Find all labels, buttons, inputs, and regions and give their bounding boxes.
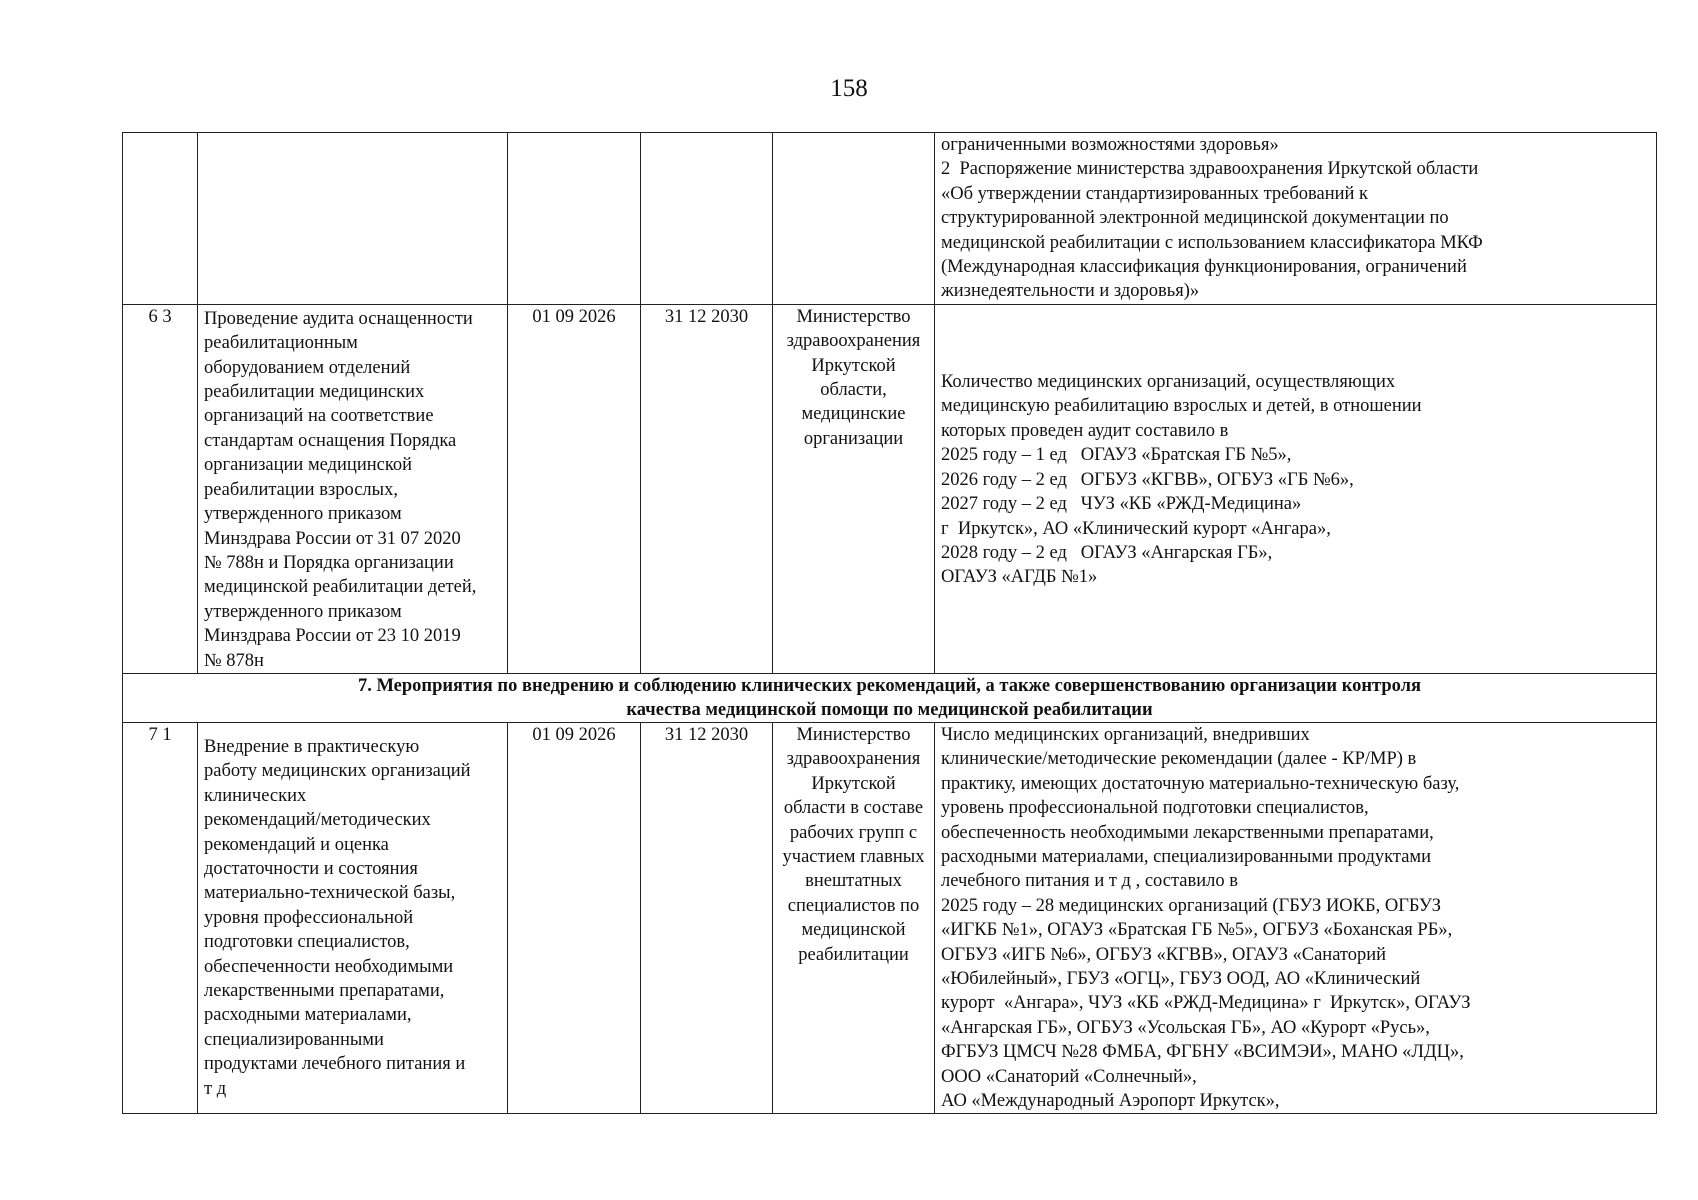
table-row-continuation: [123, 133, 1657, 305]
text-line: организации медицинской: [204, 455, 413, 476]
cell-responsible-empty: [773, 133, 935, 305]
cell-start-date: 01 09 2026: [508, 304, 641, 673]
text-line: качества медицинской помощи по медицинской реабилитации: [626, 699, 1153, 720]
text-line: рекомендаций/методических: [204, 810, 431, 831]
table-row-7-1: [123, 722, 1657, 1114]
text-line: 2027 году – 2 ед ЧУЗ «КБ «РЖД-Медицина»: [941, 494, 1302, 515]
text-line: области,: [820, 380, 887, 401]
text-line: Количество медицинских организаций, осуществляющих: [941, 372, 1396, 393]
text-line: специализированными: [204, 1029, 384, 1050]
text-line: материально-технической базы,: [204, 883, 456, 904]
text-line: клинические/методические рекомендации (далее - КР/МР) в: [941, 749, 1417, 770]
cell-indicator: [935, 722, 1657, 1114]
text-line: здравоохранения: [786, 331, 921, 352]
text-line: которых проведен аудит составило в: [941, 420, 1229, 441]
text-line: ФГБУЗ ЦМСЧ №28 ФМБА, ФГБНУ «ВСИМЭИ», МАНО «ЛДЦ»,: [941, 1042, 1464, 1063]
text-line: организаций на соответствие: [204, 406, 434, 427]
text-line: рекомендаций и оценка: [204, 834, 389, 855]
text-line: обеспеченность необходимыми лекарственными препаратами,: [941, 822, 1434, 843]
page-number: 158: [830, 75, 868, 102]
text-line: уровень профессиональной подготовки специалистов,: [941, 798, 1369, 819]
text-line: подготовки специалистов,: [204, 932, 410, 953]
text-line: 2 Распоряжение министерства здравоохранения Иркутской области: [941, 159, 1479, 180]
text-line: медицинской реабилитации с использованием классификатора МКФ: [941, 232, 1483, 253]
text-line: АО «Международный Аэропорт Иркутск»,: [941, 1091, 1280, 1112]
text-line: обеспеченности необходимыми: [204, 956, 454, 977]
text-line: медицинской реабилитации детей,: [204, 577, 477, 598]
text-line: «Ангарская ГБ», ОГБУЗ «Усольская ГБ», АО «Курорт «Русь»,: [941, 1017, 1430, 1038]
text-line: 2026 году – 2 ед ОГБУЗ «КГВВ», ОГБУЗ «ГБ №6»,: [941, 469, 1354, 490]
text-line: реабилитации взрослых,: [204, 479, 398, 500]
text-line: Минздрава России от 23 10 2019: [204, 626, 461, 647]
table-row-6-3: [123, 304, 1657, 673]
text-line: утвержденного приказом: [204, 601, 402, 622]
cell-end-date: 31 12 2030: [641, 722, 773, 1114]
text-line: Число медицинских организаций, внедривших: [941, 724, 1310, 745]
text-line: т д: [204, 1078, 227, 1099]
text-line: Министерство: [796, 724, 911, 745]
text-line: здравоохранения: [786, 749, 921, 770]
text-line: организации: [803, 428, 904, 449]
text-line: «Об утверждении стандартизированных требований к: [941, 183, 1369, 204]
text-line: 2025 году – 28 медицинских организаций (ГБУЗ ИОКБ, ОГБУЗ: [941, 895, 1442, 916]
text-line: № 878н: [204, 650, 264, 671]
text-line: курорт «Ангара», ЧУЗ «КБ «РЖД-Медицина» г Иркутск», ОГАУЗ: [941, 993, 1471, 1014]
section-7-header-row: [123, 673, 1657, 722]
text-line: достаточности и состояния: [204, 858, 418, 879]
text-line: оборудованием отделений: [204, 357, 411, 378]
text-line: реабилитационным: [204, 333, 358, 354]
text-line: № 788н и Порядка организации: [204, 552, 454, 573]
text-line: утвержденного приказом: [204, 504, 402, 525]
text-line: расходными материалами,: [204, 1005, 412, 1026]
cell-responsible: [773, 722, 935, 1114]
text-line: лекарственными препаратами,: [204, 981, 445, 1001]
text-line: 7. Мероприятия по внедрению и соблюдению клинических рекомендаций, а также совершенствованию организации контроля: [357, 675, 1422, 696]
text-line: «Юбилейный», ГБУЗ «ОГЦ», ГБУЗ ООД, АО «Клинический: [941, 969, 1421, 989]
text-line: рабочих групп с: [789, 822, 918, 843]
text-line: продуктами лечебного питания и: [204, 1054, 466, 1075]
text-line: медицинские: [801, 404, 906, 425]
text-line: г Иркутск», АО «Клинический курорт «Ангара»,: [941, 518, 1331, 539]
cell-activity: [198, 304, 508, 673]
text-line: медицинскую реабилитацию взрослых и детей, в отношении: [941, 396, 1422, 417]
cell-row-number: 7 1: [123, 722, 198, 1114]
text-line: участием главных: [782, 846, 925, 867]
cell-row-number: 6 3: [123, 304, 198, 673]
text-line: жизнедеятельности и здоровья)»: [941, 281, 1200, 302]
text-line: стандартам оснащения Порядка: [204, 430, 457, 451]
measures-table: [122, 132, 1657, 1114]
cell-start-date-empty: [508, 133, 641, 305]
text-line: ООО «Санаторий «Солнечный»,: [941, 1066, 1197, 1087]
text-line: специалистов по: [787, 895, 920, 916]
text-line: Министерство: [796, 306, 911, 327]
text-line: Внедрение в практическую: [204, 736, 420, 757]
text-line: клинических: [204, 785, 307, 806]
text-line: ограниченными возможностями здоровья»: [941, 135, 1279, 155]
text-line: лечебного питания и т д , составило в: [941, 871, 1238, 892]
cell-responsible: [773, 304, 935, 673]
text-line: ОГАУЗ «АГДБ №1»: [941, 567, 1098, 588]
text-line: Иркутской: [811, 773, 896, 794]
text-line: реабилитации медицинских: [204, 382, 425, 403]
text-line: области в составе: [783, 798, 924, 819]
text-line: структурированной электронной медицинской документации по: [941, 208, 1449, 229]
text-line: Проведение аудита оснащенности: [204, 308, 473, 329]
text-line: ОГБУЗ «ИГБ №6», ОГБУЗ «КГВВ», ОГАУЗ «Санаторий: [941, 944, 1387, 965]
text-line: (Международная классификация функционирования, ограничений: [941, 257, 1467, 278]
cell-activity-empty: [198, 133, 508, 305]
cell-end-date: 31 12 2030: [641, 304, 773, 673]
text-line: реабилитации: [798, 944, 909, 965]
text-line: «ИГКБ №1», ОГАУЗ «Братская ГБ №5», ОГБУЗ «Боханская РБ»,: [941, 920, 1453, 941]
text-line: 2028 году – 2 ед ОГАУЗ «Ангарская ГБ»,: [941, 542, 1273, 563]
text-line: работу медицинских организаций: [204, 761, 471, 782]
cell-start-date: 01 09 2026: [508, 722, 641, 1114]
text-line: Минздрава России от 31 07 2020: [204, 528, 461, 549]
cell-end-date-empty: [641, 133, 773, 305]
cell-indicator: [935, 304, 1657, 673]
section-title: [123, 673, 1657, 722]
text-line: расходными материалами, специализированными продуктами: [941, 846, 1432, 867]
text-line: медицинской: [801, 920, 906, 941]
cell-activity: [198, 722, 508, 1114]
text-line: 2025 году – 1 ед ОГАУЗ «Братская ГБ №5»,: [941, 445, 1292, 466]
text-line: внештатных: [805, 871, 902, 892]
text-line: Иркутской: [811, 355, 896, 376]
text-line: уровня профессиональной: [204, 907, 414, 928]
cell-indicator: [935, 133, 1657, 305]
cell-number-empty: [123, 133, 198, 305]
text-line: практику, имеющих достаточную материально-техническую базу,: [941, 773, 1460, 794]
